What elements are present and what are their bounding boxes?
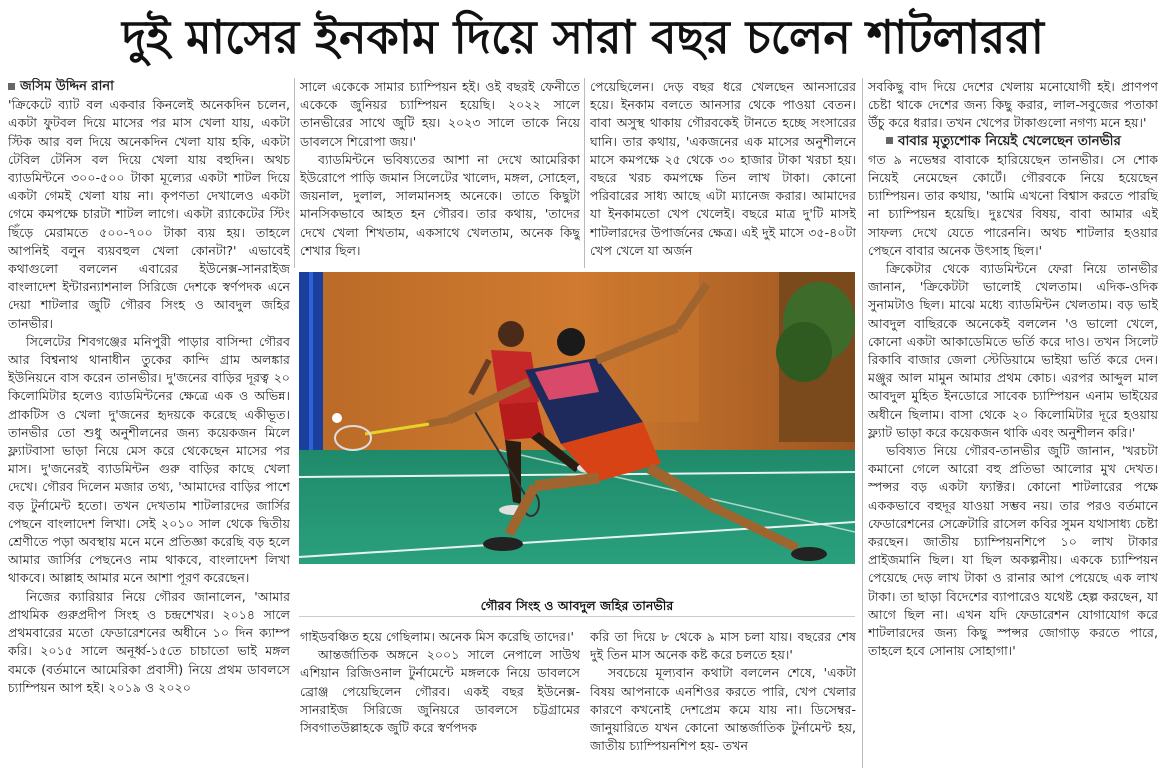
paragraph: সবচেয়ে মূল্যবান কথাটা বললেন শেষে, 'একটা বিষয় আপনাকে এনশিওর করতে পারি, খেপ খেলার কারণে কখনোই দেশপ্রেম কমে যায় না। ডিসেম্বর-জানুয়ারিতে যখন কোনো আন্তর্জাতিক টুর্নামেন্ট হয়, জাতীয় চ্যাম্পিয়নশিপ হয়- তখন (590, 665, 856, 754)
byline-text: জসিম উদ্দিন রানা (20, 79, 114, 94)
paragraph: আন্তর্জাতিক অঙ্গনে ২০০১ সালে নেপালে সাউথ এশিয়ান রিজিওনাল টুর্নামেন্টে মঙ্গলকে নিয়ে ডাবলসে ব্রোঞ্জ পেয়েছিলেন গৌরব। একই বছর ইউনেক্স-সানরাইজ সিরিজে জুনিয়রে ডাবলসে চট্টগ্রামের সিবগাতউল্লাহকে জুটি করে স্বর্ণপদক (300, 647, 580, 736)
article-column-3-top (590, 78, 856, 268)
article-column-2-bottom (300, 628, 580, 768)
square-bullet-icon (886, 137, 893, 144)
paragraph: ব্যাডমিন্টনে ভবিষ্যতের আশা না দেখে আমেরিকা ইউরোপে পাড়ি জমান সিলেটের খালেদ, মঙ্গল, সোহেল, জয়নাল, দুলাল, সালমানসহ অনেকে। তাতে কিছুটা মানসিকভাবে আহত হন গৌরব। তার কথায়, 'তাদের দেখে খেলা শিখতাম, একসাথে খেলতাম, অনেক কিছু শেখার ছিল। (300, 151, 580, 258)
paragraph: সবকিছু বাদ দিয়ে দেশের খেলায় মনোযোগী হই। প্রাণপণ চেষ্টা থাকে দেশের জন্য কিছু করার, লাল-সবুজের পতাকা উঁচু করে ধরার। তখন খেপের টাকাগুলো নগণ্য মনে হয়।' (868, 79, 1158, 131)
paragraph: নিজের ক্যারিয়ার নিয়ে গৌরব জানালেন, 'আমার প্রাথমিক গুরুপ্রদীপ সিংহ ও চন্দ্রশেখর। ২০১৪ সালে প্রথমবারের মতো ফেডারেশনের অধীনে ১০ দিন ক্যাম্প করি। ২০১৫ সালে অনূর্ধ্ব-১৫তে চাচাতো ভাই মঙ্গল বমকে (বর্তমানে আমেরিকা প্রবাসী) নিয়ে প্রথম ডাবলসে চ্যাম্পিয়ন আপ হই। ২০১৯ ও ২০২০ (8, 588, 290, 695)
paragraph: সিলেটের শিবগঞ্জের মনিপুরী পাড়ার বাসিন্দা গৌরব আর বিশ্বনাথ থানাধীন তুকের কান্দি গ্রাম অলঙ্কার ইউনিয়নে বাস করেন তানভীর। দু'জনের বাড়ির দূরত্ব ২০ কিলোমিটার হলেও ব্যাডমিন্টনের ক্ষেত্রে এক ও অভিন্ন। প্রাকটিস ও খেলা দু'জনের হৃদয়কে করেছে একীভূত। তানভীর তো শুধু অনুশীলনের জন্য কয়েকজন মিলে ফ্ল্যাটবাসা ভাড়া নিয়ে মেস করে থেকেছেন মাসের পর মাস। দু'জনেরই ব্যাডমিন্টন গুরু বাড়ির কাছে খেলা দেখে। গৌরব দিলেন মজার তথ্য, 'আমাদের বাড়ির পাশে বড় টুর্নামেন্ট হতো। তখন দেখতাম শাটলারদের জার্সির পেছনে বাংলাদেশ লিখা। সেই ২০১০ সাল থেকে দ্বিতীয় শ্রেণীতে পড়া অবস্থায় মনে মনে প্রতিজ্ঞা করেছি বড় হলে আমার জার্সির পেছনেও নাম থাকবে, বাংলাদেশ লিখা থাকবে। আল্লাহ আমার মনে আশা পূরণ করেছেন। (8, 333, 290, 586)
photo-caption: গৌরব সিংহ ও আবদুল জহির তানভীর (299, 596, 855, 617)
paragraph: ক্রিকেটার থেকে ব্যাডমিন্টনে ফেরা নিয়ে তানভীর জানান, 'ক্রিকেটটা ভালোই খেলতাম। এদিক-ওদিক সুনামটাও ছিল। মাঝে মধ্যে ব্যাডমিন্টন খেলতাম। বড় ভাই আবদুল বাছিরকে অনেকেই বললেন 'ও ভালো খেলে, কোনো একটা আকাডেমিতে ভর্তি করে দাও। তখন সিলেট রিকাবি বাজার জেলা স্টেডিয়ামে ভাইয়া ভর্তি করে দেন। মঞ্জুর আল মামুন আমার প্রথম কোচ। এরপর আব্দুল মাল আবদুল মুহিত ইনডোরে সাবেক চ্যাম্পিয়ন এনাম ভাইয়ের অধীনে ছিলাম। বাসা থেকে ২০ কিলোমিটার দূরে হওয়ায় ফ্ল্যাট ভাড়া করে কয়েকজন থাকি এবং অনুশীলন করি।' (868, 261, 1158, 440)
paragraph: করি তা দিয়ে ৮ থেকে ৯ মাস চলা যায়। বছরের শেষ দুই তিন মাস অনেক কষ্ট করে চলতে হয়।' (590, 629, 856, 663)
paragraph: সালে একেকে সামার চ্যাম্পিয়ন হই। ওই বছরই ফেনীতে একেকে জুনিয়র চ্যাম্পিয়ন হয়েছি। ২০২২ সালে তানভীরের সাথে জুটি হয়। ২০২৩ সালে তাকে নিয়ে ডাবলসে শিরোপা জয়।' (300, 79, 580, 149)
column-divider (584, 78, 585, 268)
column-divider (294, 78, 295, 268)
square-bullet-icon (8, 83, 15, 90)
paragraph: 'ক্রিকেটে ব্যাট বল একবার কিনলেই অনেকদিন চলেন, একটা ফুটবল দিয়ে মাসের পর মাস খেলা যায়, একটা স্টিক আর বল দিয়ে অনেকদিন খেলা যায় হকি, একটা টেবিল টেনিস বল দিয়ে খেলা যায় বহুদিন। অথচ ব্যাডমিন্টনে ৩০০-৫০০ টাকা মূল্যের একটা শাটল দিয়ে একটা গেমই খেলা যায় না। কৃপণতা দেখালেও একটা গেমে কমপক্ষে চারটা শাটল লাগে। একটা র‍্যাকেটের স্টিং ছিঁড়ে মেরামতে ৫০০-৭০০ টাকা ব্যয় হয়। তাহলে আপনিই বলুন ব্যয়বহুল খেলা কোনটা?' এভাবেই কথাগুলো বললেন এবারের ইউনেক্স-সানরাইজ বাংলাদেশ ইন্টারন্যাশনাল সিরিজে দেশকে স্বর্ণপদক এনে দেয়া শাটলার জুটি গৌরব সিংহ ও আবদুল জহির তানভীর। (8, 97, 290, 331)
column-divider (862, 78, 863, 768)
paragraph: গত ৯ নভেম্বর বাবাকে হারিয়েছেন তানভীর। সে শোক নিয়েই নেমেছেন কোর্টে। গৌরবকে নিয়ে হয়েছেন চ্যাম্পিয়ন। তার কথায়, 'আমি এখনো বিশ্বাস করতে পারছি না চ্যাম্পিয়ন হয়েছি। দুঃখের বিষয়, বাবা আমার এই সাফল্য দেখে যেতে পারেননি। অথচ শাটলার হওয়ার পেছনে বাবার অনেক উৎসাহ ছিল।' (868, 151, 1158, 258)
article-column-2-top (300, 78, 580, 268)
article-column-3-bottom (590, 628, 856, 768)
subheading-text: বাবার মৃত্যুশোক নিয়েই খেলেছেন তানভীর (898, 133, 1121, 149)
badminton-photo (299, 272, 855, 564)
article-column-4 (868, 78, 1158, 768)
byline (8, 78, 290, 96)
headline: দুই মাসের ইনকাম দিয়ে সারা বছর চলেন শাটলাররা (122, 10, 1044, 64)
paragraph: পেয়েছিলেন। দেড় বছর ধরে খেলছেন আনসারের হয়ে। ইনকাম বলতে আনসার থেকে পাওয়া বেতন। বাবা অসুস্থ থাকায় গৌরবকেই টানতে হচ্ছে সংসারের ঘানি। তার কথায়, 'একজনের এক মাসের অনুশীলনে মাসে কমপক্ষে ২৫ থেকে ৩০ হাজার টাকা খরচা হয়। বছরে খরচ কমপক্ষে তিন লাখ টাকা। কোনো পরিবারের সাধ্য আছে এটা ম্যানেজ করার। আমাদের যা ইনকামতো খেপ খেলেই। বছরে মাত্র দু'টি মাসই শাটলারদের উপার্জনের ক্ষেত্র। এই দুই মাসে ৩৫-৪০টা খেপ খেলে যা অর্জন (590, 79, 856, 258)
subheading (868, 133, 1158, 151)
article-column-1 (8, 78, 290, 768)
paragraph: ভবিষ্যত নিয়ে গৌরব-তানভীর জুটি জানান, 'খরচটা কমানো গেলে আরো বহু প্রতিভা আলোর মুখ দেখত। স্পন্সর বড় একটা ফ্যাক্টর। কোনো শাটলারের পক্ষে এককভাবে বহুদূর যাওয়া সম্ভব নয়। তার পরও বর্তমানে ফেডারেশনের সেক্রেটারি রাসেল কবির সুমন যথাসাধ্য চেষ্টা করছেন। জাতীয় চ্যাম্পিয়নশিপে ১০ লাখ টাকার প্রাইজমানি ছিল। যা ছিল অকল্পনীয়। এককে চ্যাম্পিয়ন পেয়েছে দেড় লাখ টাকা ও রানার আপ পেয়েছে এক লাখ টাকা। তা ছাড়া বিদেশের ব্যাপারেও যথেষ্ট হেল্প করছেন, যা আগে ছিল না। এখন যদি ফেডারেশন যোগাযোগ করে শাটলারদের জন্য কিছু স্পন্সর জোগাড় করতে পারে, তাহলে হবে সোনায় সোহাগা।' (868, 443, 1158, 659)
paragraph: গাইডবঞ্চিত হয়ে গেছিলাম। অনেক মিস করেছি তাদের।' (300, 629, 574, 644)
